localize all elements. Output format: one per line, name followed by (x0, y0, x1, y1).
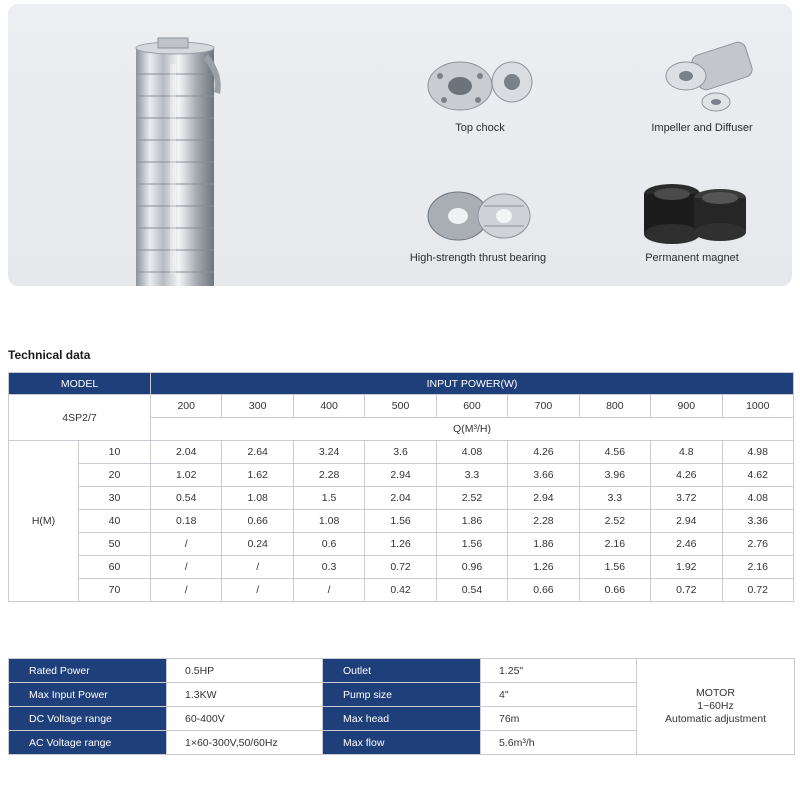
flow-value: 2.16 (579, 533, 650, 556)
part-label: Permanent magnet (645, 252, 739, 264)
flow-value: / (222, 579, 293, 602)
flow-value: 1.5 (293, 487, 364, 510)
spec-label: DC Voltage range (9, 707, 167, 731)
flow-value: 0.54 (436, 579, 507, 602)
technical-data-table (8, 372, 794, 602)
flow-value: 0.42 (365, 579, 436, 602)
flow-value: 0.54 (151, 487, 222, 510)
spec-value: 1.3KW (167, 683, 323, 707)
flow-value: 2.28 (508, 510, 579, 533)
power-value: 700 (508, 395, 579, 418)
spec-label: Max Input Power (9, 683, 167, 707)
power-value: 1000 (722, 395, 794, 418)
model-value: 4SP2/7 (9, 395, 151, 441)
part-label: Top chock (455, 122, 505, 134)
product-hero (8, 4, 792, 286)
power-value: 800 (579, 395, 650, 418)
flow-value: 3.6 (365, 441, 436, 464)
flow-unit-label: Q(M³/H) (151, 418, 794, 441)
power-value: 200 (151, 395, 222, 418)
flow-value: 1.08 (293, 510, 364, 533)
head-value: 60 (79, 556, 151, 579)
flow-value: 1.08 (222, 487, 293, 510)
flow-value: 2.76 (722, 533, 794, 556)
flow-value: 0.66 (222, 510, 293, 533)
motor-line2: 1~60Hz (697, 700, 734, 712)
flow-value: / (293, 579, 364, 602)
head-value: 20 (79, 464, 151, 487)
permanent-magnet-icon (630, 180, 754, 246)
part-thrust-bearing (378, 186, 578, 264)
table-row (9, 579, 794, 602)
flow-value: 2.52 (579, 510, 650, 533)
flow-value: 2.04 (365, 487, 436, 510)
head-value: 30 (79, 487, 151, 510)
impeller-diffuser-icon (642, 40, 762, 116)
flow-value: 2.28 (293, 464, 364, 487)
flow-value: 4.8 (651, 441, 722, 464)
table-row (9, 487, 794, 510)
flow-value: 2.94 (651, 510, 722, 533)
flow-value: 4.08 (722, 487, 794, 510)
table-row (9, 510, 794, 533)
spec-label: Rated Power (9, 659, 167, 683)
spec-label: Max head (323, 707, 481, 731)
flow-value: 3.3 (436, 464, 507, 487)
flow-value: 3.36 (722, 510, 794, 533)
flow-value: 4.26 (651, 464, 722, 487)
flow-value: 3.66 (508, 464, 579, 487)
flow-value: 1.56 (436, 533, 507, 556)
flow-value: 0.6 (293, 533, 364, 556)
table-row (9, 464, 794, 487)
spec-label: AC Voltage range (9, 731, 167, 755)
spec-value: 76m (481, 707, 637, 731)
spec-label: Outlet (323, 659, 481, 683)
flow-value: 1.86 (508, 533, 579, 556)
part-impeller-diffuser (602, 40, 792, 134)
part-label: Impeller and Diffuser (651, 122, 753, 134)
power-value: 400 (293, 395, 364, 418)
power-value: 600 (436, 395, 507, 418)
power-value: 900 (651, 395, 722, 418)
spec-value: 1×60-300V,50/60Hz (167, 731, 323, 755)
flow-value: 2.04 (151, 441, 222, 464)
flow-value: 0.72 (722, 579, 794, 602)
flow-value: / (151, 556, 222, 579)
flow-value: 2.94 (508, 487, 579, 510)
flow-value: 3.96 (579, 464, 650, 487)
technical-data-title: Technical data (8, 348, 91, 362)
flow-value: 1.26 (508, 556, 579, 579)
flow-value: 3.24 (293, 441, 364, 464)
spec-label: Pump size (323, 683, 481, 707)
flow-value: 4.08 (436, 441, 507, 464)
thrust-bearing-icon (418, 186, 538, 246)
specification-table (8, 658, 795, 755)
flow-value: 1.02 (151, 464, 222, 487)
head-value: 70 (79, 579, 151, 602)
flow-value: 0.96 (436, 556, 507, 579)
motor-info (637, 659, 795, 755)
flow-value: / (151, 579, 222, 602)
flow-value: 3.3 (579, 487, 650, 510)
flow-value: 2.64 (222, 441, 293, 464)
head-value: 10 (79, 441, 151, 464)
head-value: 50 (79, 533, 151, 556)
flow-value: 2.52 (436, 487, 507, 510)
head-label: H(M) (9, 441, 79, 602)
spec-label: Max flow (323, 731, 481, 755)
submersible-pump-image (128, 34, 228, 286)
flow-value: 1.92 (651, 556, 722, 579)
flow-value: 0.24 (222, 533, 293, 556)
flow-value: 0.72 (365, 556, 436, 579)
table-row (9, 556, 794, 579)
flow-value: 0.66 (508, 579, 579, 602)
flow-value: 1.86 (436, 510, 507, 533)
spec-value: 0.5HP (167, 659, 323, 683)
flow-value: 1.56 (365, 510, 436, 533)
power-value: 500 (365, 395, 436, 418)
flow-value: 0.72 (651, 579, 722, 602)
flow-value: 4.98 (722, 441, 794, 464)
part-permanent-magnet (592, 180, 792, 264)
table-row (9, 533, 794, 556)
spec-value: 4" (481, 683, 637, 707)
spec-row (9, 659, 795, 683)
flow-value: 2.16 (722, 556, 794, 579)
flow-value: 1.26 (365, 533, 436, 556)
spec-value: 5.6m³/h (481, 731, 637, 755)
flow-value: 4.26 (508, 441, 579, 464)
motor-line3: Automatic adjustment (665, 713, 766, 725)
flow-value: 1.56 (579, 556, 650, 579)
table-row (9, 441, 794, 464)
flow-value: 3.72 (651, 487, 722, 510)
flow-value: 1.62 (222, 464, 293, 487)
head-value: 40 (79, 510, 151, 533)
flow-value: 4.56 (579, 441, 650, 464)
spec-value: 1.25" (481, 659, 637, 683)
flow-value: 2.94 (365, 464, 436, 487)
flow-value: 2.46 (651, 533, 722, 556)
part-top-chock (380, 50, 580, 134)
flow-value: 0.18 (151, 510, 222, 533)
model-header: MODEL (9, 373, 151, 395)
flow-value: 0.66 (579, 579, 650, 602)
input-power-header: INPUT POWER(W) (151, 373, 794, 395)
flow-value: 0.3 (293, 556, 364, 579)
power-value: 300 (222, 395, 293, 418)
flow-value: 4.62 (722, 464, 794, 487)
motor-line1: MOTOR (696, 687, 735, 699)
top-chock-icon (420, 50, 540, 116)
spec-value: 60-400V (167, 707, 323, 731)
flow-value: / (222, 556, 293, 579)
part-label: High-strength thrust bearing (409, 252, 547, 264)
flow-value: / (151, 533, 222, 556)
